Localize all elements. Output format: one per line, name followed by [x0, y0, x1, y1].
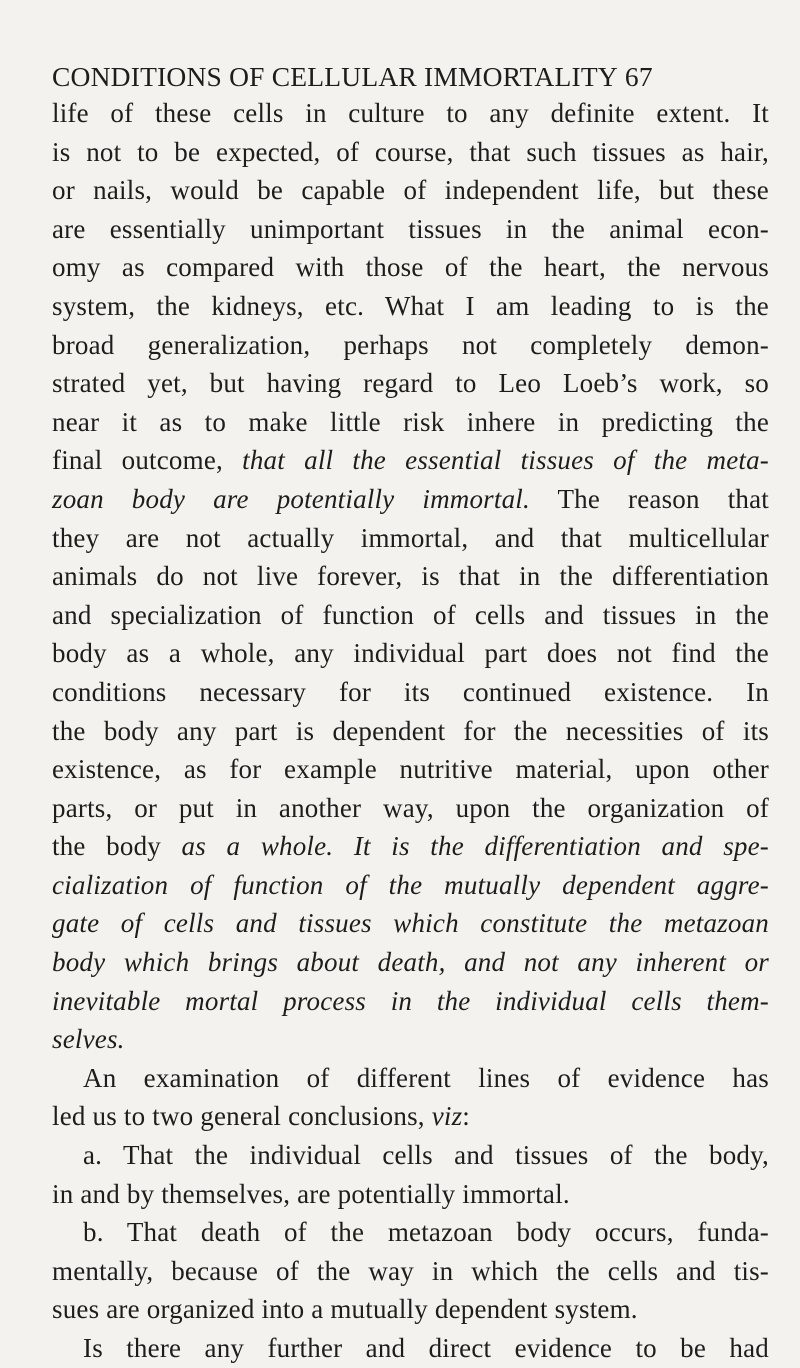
text-line: in and by themselves, are potentially immortal.	[52, 1178, 570, 1209]
text-line: broad generalization, perhaps not completely demon-	[52, 329, 769, 360]
text-line: they are not actually immortal, and that multicellular	[52, 522, 769, 553]
text-line: strated yet, but having regard to Leo Loeb’s work, so	[52, 368, 769, 399]
text-line: near it as to make little risk inhere in predicting the	[52, 406, 769, 437]
text-line: the body any part is dependent for the necessities of its	[52, 715, 769, 746]
text-line: life of these cells in culture to any definite extent. It	[52, 98, 769, 128]
italic-text: that all the essential tissues of the meta-	[242, 445, 769, 476]
text-line: zoan body are potentially immortal. The reason that	[52, 483, 769, 514]
text-line: or nails, would be capable of independent life, but these	[52, 175, 769, 206]
text-line: existence, as for example nutritive material, upon other	[52, 754, 769, 785]
chapter-title: CONDITIONS OF CELLULAR IMMORTALITY	[52, 61, 618, 92]
text-line: body as a whole, any individual part does not find the	[52, 638, 769, 669]
page-number: 67	[624, 61, 653, 92]
text-line: omy as compared with those of the heart, the nervous	[52, 252, 769, 283]
text-line: body which brings about death, and not any inherent or	[52, 947, 769, 978]
italic-text: as a whole. It is the differentiation and spe-	[181, 831, 769, 862]
text-line: Is there any further and direct evidence to be had	[83, 1333, 769, 1363]
text-line: animals do not live forever, is that in the differentiation	[52, 561, 769, 592]
text-line: is not to be expected, of course, that such tissues as hair,	[52, 136, 769, 167]
text-line: system, the kidneys, etc. What I am leading to is the	[52, 290, 769, 321]
text-line: led us to two general conclusions, viz:	[52, 1101, 470, 1132]
text-line: sues are organized into a mutually dependent system.	[52, 1294, 638, 1325]
text-line: mentally, because of the way in which the cells and tis-	[52, 1255, 769, 1286]
running-head	[52, 60, 768, 94]
text-line: conditions necessary for its continued existence. In	[52, 676, 769, 707]
text-line: cialization of function of the mutually dependent aggre-	[52, 869, 769, 900]
text-line: gate of cells and tissues which constitute the metazoan	[52, 908, 769, 939]
text-line: selves.	[52, 1024, 125, 1055]
text-line: are essentially unimportant tissues in the animal econ-	[52, 213, 769, 244]
text-line: a. That the individual cells and tissues of the body,	[83, 1140, 769, 1171]
text-line: parts, or put in another way, upon the organization of	[52, 792, 769, 823]
italic-text: zoan body are potentially immortal.	[52, 483, 530, 514]
body-text	[52, 94, 769, 1368]
text-line: b. That death of the metazoan body occurs, funda-	[83, 1217, 769, 1248]
italic-text: viz	[431, 1101, 463, 1132]
text-line: and specialization of function of cells and tissues in the	[52, 599, 769, 630]
text-line: An examination of different lines of evidence has	[83, 1062, 769, 1093]
text-line: final outcome, that all the essential tissues of the meta-	[52, 445, 769, 476]
text-line: inevitable mortal process in the individual cells them-	[52, 985, 769, 1016]
text-line: the body as a whole. It is the differentiation and spe-	[52, 831, 769, 862]
